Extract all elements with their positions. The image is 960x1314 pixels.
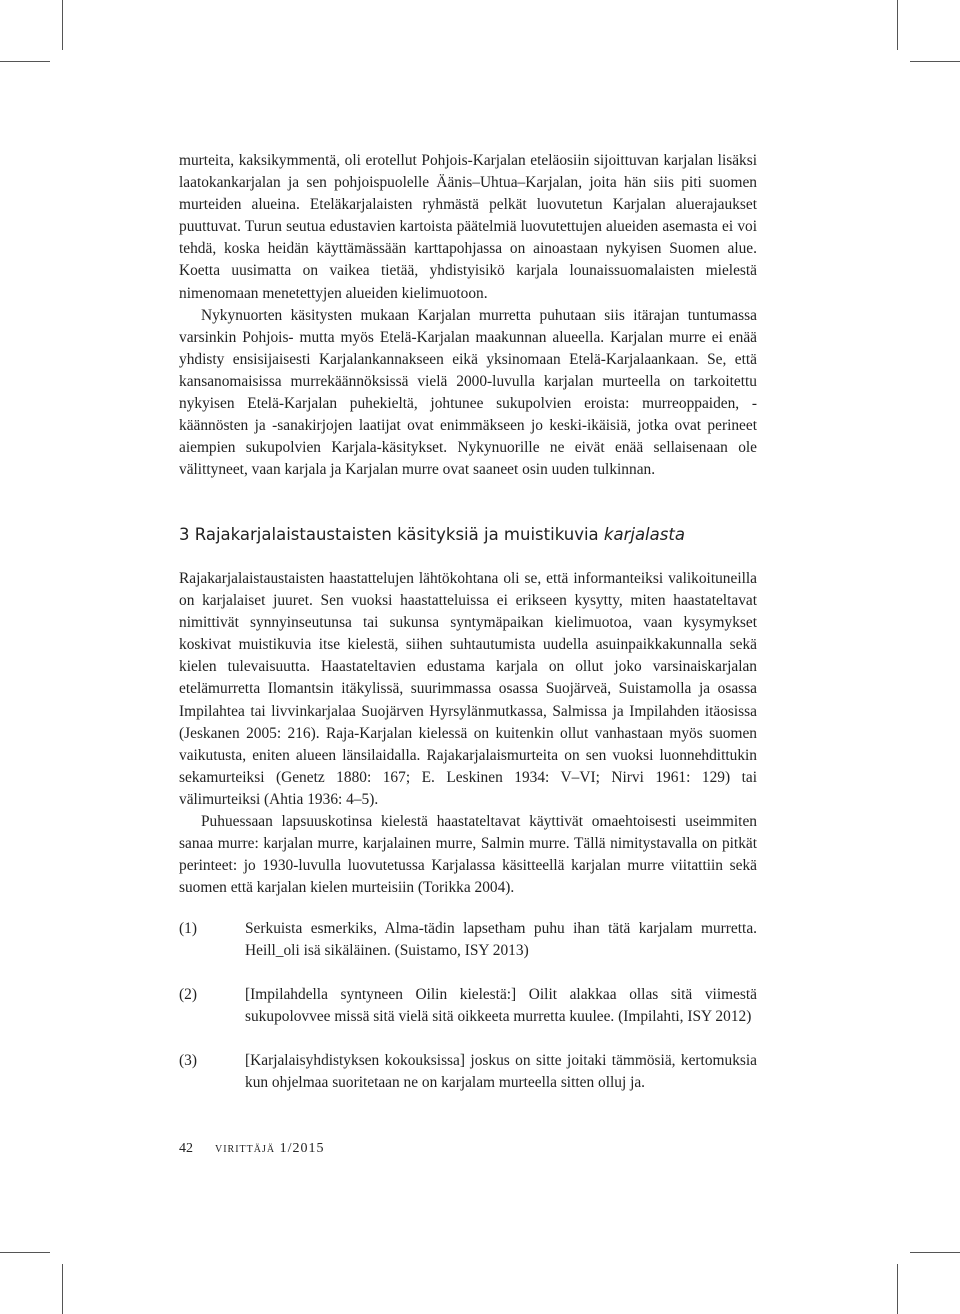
section-heading	[179, 525, 779, 544]
crop-mark-top-right-v	[897, 0, 898, 50]
crop-mark-top-left-v	[62, 0, 63, 50]
crop-mark-bottom-left-v	[62, 1264, 63, 1314]
example-text: Serkuista esmerkiks, Alma-tädin lapsetham puhu ihan tätä karjalam murretta. Heill_oli isä sikäläinen. (Suistamo, ISY 2013)	[245, 920, 757, 960]
crop-mark-bottom-left-h	[0, 1252, 50, 1253]
paragraph-4: Puhuessaan lapsuuskotinsa kielestä haastateltavat käyttivät omaehtoisesti useimmiten sanaa murre: karjalan murre, karjalainen murre, Salmin murre. Tällä nimitystavalla on pitkät perinteet: jo 1930-luvulla luovutetussa Karjalassa käsitteellä karjalan murre viitattiin sekä suomen että karjalan kielen murteisiin (Torikka 2004).	[179, 813, 757, 897]
example-list	[179, 918, 757, 1117]
example-number: (1)	[179, 920, 197, 937]
paragraph-3: Rajakarjalaistaustaisten haastattelujen lähtökohtana oli se, että informanteiksi valikoituneilla on karjalaiset juuret. Sen vuoksi haastatteluissa ei erikseen kysytty, miten haastateltavat nimittivät synnyinseutunsa tai sukunsa syntymäpaikan kielimuotoa, vaan kysymykset koskivat muistikuvia itse kielestä, siihen suhtautumista uudella asuinpaikkakunnalla sekä kielen tulevaisuutta. Haastateltavien edustama karjala on ollut joko varsinaiskarjalan etelämurretta Ilomantsin itäkylissä, suurimmassa osassa Suojärveä, Suistamolla ja osassa Impilahtea tai livvinkarjalaa Suojärven Hyrsylänmutkassa, Salmissa ja Impilahden itäosissa (Jeskanen 2005: 216). Raja-Karjalan kielessä on kuitenkin ollut vanhastaan myös suomen vaikutusta, eniten alueen länsilaidalla. Rajakarjalaismurteita on sen vuoksi luonnehdittukin sekamurteiksi (Genetz 1880: 167; E. Leskinen 1934: V–VI; Nirvi 1961: 129) tai välimurteiksi (Ahtia 1936: 4–5).	[179, 570, 757, 808]
crop-mark-bottom-right-h	[910, 1252, 960, 1253]
example-number: (3)	[179, 1052, 197, 1070]
crop-mark-bottom-right-v	[897, 1264, 898, 1314]
crop-mark-top-left-h	[0, 61, 50, 62]
example-text: [Karjalaisyhdistyksen kokouksissa] joskus on sitte joitaki tämmösiä, kertomuksia kun ohjelmaa suoritetaan ne on karjalam murteella sitten olluj ja.	[245, 1052, 757, 1092]
paragraph-2: Nykynuorten käsitysten mukaan Karjalan murretta puhutaan siis itärajan tuntumassa varsinkin Pohjois- mutta myös Etelä-Karjalan maakunnan alueella. Karjalan murre ei enää yhdisty ensisijaisesti Karjalankannakseen eikä yksinomaan Etelä-Karjalaankaan. Se, että kansanomaisissa murrekäännöksissä vielä 2000-luvulla karjalan murteella on tarkoitettu nykyisen Etelä-Karjalan puhekieltä, johtunee sukupolvien eroista: murreoppaiden, -käännösten ja -sanakirjojen laatijat ovat enimmäkseen jo keski-ikäisiä, jotka ovat perineet aiempien sukupolvien Karjala-käsitykset. Nykynuorille ne eivät enää sellaisenaan ole välittyneet, vaan karjala ja Karjalan murre ovat saaneet osin uuden tulkinnan.	[179, 306, 757, 479]
crop-mark-top-right-h	[910, 61, 960, 62]
journal-name: virittäjä 1/2015	[215, 1141, 325, 1156]
example-item	[179, 1050, 757, 1094]
page-footer	[179, 1141, 325, 1157]
example-item	[179, 918, 757, 962]
example-item	[179, 984, 757, 1028]
section-heading-italic: karjalasta	[603, 525, 685, 544]
example-number: (2)	[179, 986, 197, 1004]
example-text: [Impilahdella syntyneen Oilin kielestä:] Oilit alakkaa ollas sitä viimestä sukupolovvee missä sitä vielä sitä oikkeeta murretta kuulee. (Impilahti, ISY 2012)	[245, 986, 757, 1026]
paragraph-1: murteita, kaksikymmentä, oli erotellut Pohjois-Karjalan eteläosiin sijoittuvan karjalan lisäksi laatokankarjalan ja sen pohjoispuolelle Äänis–Uhtua–Karjalan, joita hän siis piti suomen murteiden alueina. Eteläkarjalaisten ryhmästä pelkät luovutetun Karjalan aluerajaukset puuttuvat. Turun seutua edustavien kartoista päätelmiä luovutettujen alueiden asemasta ei voi tehdä, koska heidän käyttämässään karttapohjassa on ainoastaan nykyisen Suomen alue. Koetta uusimatta on vaikea tietää, yhdistyisikö karjala lounaissuomalaisten mielestä nimenomaan menetettyjen alueiden kielimuotoon.	[179, 152, 757, 302]
page-number: 42	[179, 1141, 193, 1156]
body-text-top	[179, 150, 757, 481]
section-heading-text: 3 Rajakarjalaistaustaisten käsityksiä ja muistikuvia	[179, 525, 604, 544]
body-text-section	[179, 568, 757, 899]
